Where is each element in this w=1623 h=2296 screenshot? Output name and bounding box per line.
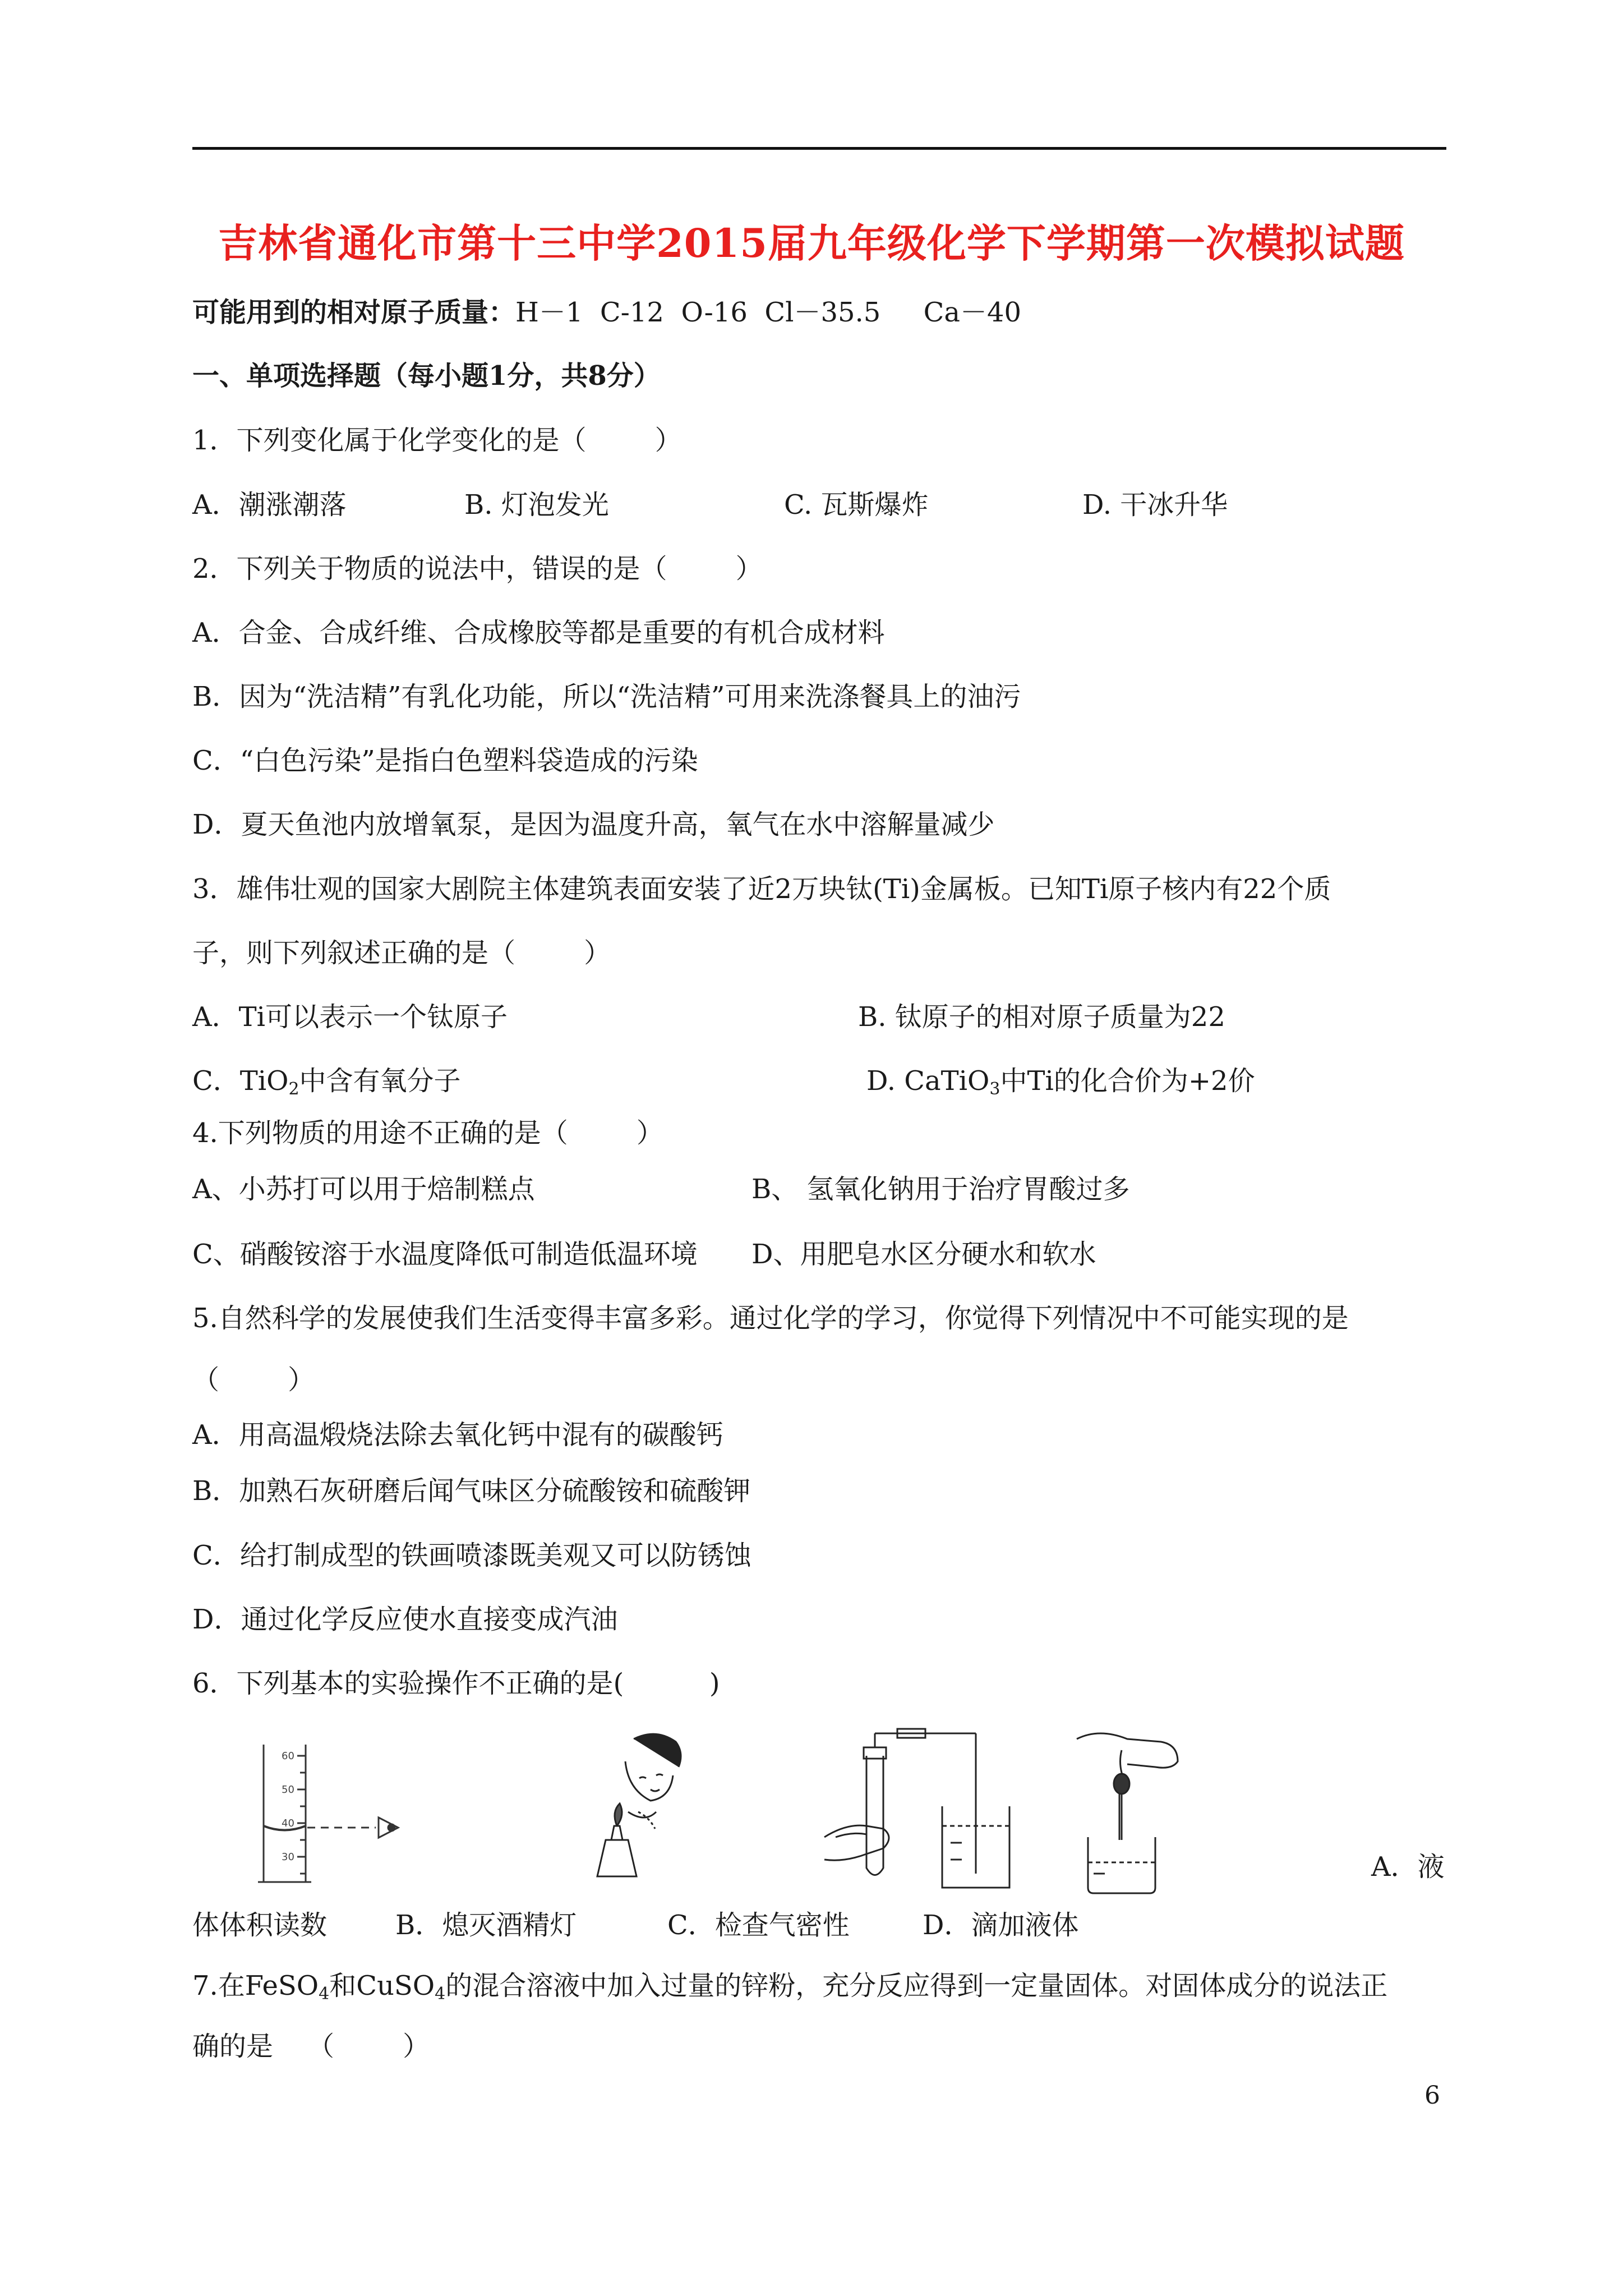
- figure-cylinder-reading: [247, 1733, 449, 1890]
- q3-option-b: B. 钛原子的相对原子质量为22: [858, 1001, 1225, 1033]
- q3-option-d-text: D. CaTiO: [866, 1065, 990, 1097]
- q2-option-b: B．因为“洗洁精”有乳化功能，所以“洗洁精”可用来洗涤餐具上的油污: [192, 681, 1021, 712]
- q6-option-b: B．熄灭酒精灯: [395, 1910, 577, 1941]
- atomic-masses-values: H－1 C-12 O-16 Cl－35.5 Ca－40: [515, 297, 1022, 328]
- figure-alcohol-lamp: [572, 1728, 729, 1896]
- q4-option-a: A、小苏打可以用于焙制糕点: [192, 1174, 535, 1205]
- section-heading: 一、单项选择题（每小题1分，共8分）: [192, 360, 661, 392]
- q6-option-a-part2: 体体积读数: [192, 1910, 328, 1941]
- q3-option-c-subscript: 2: [288, 1079, 299, 1099]
- q5-option-c: C．给打制成型的铁画喷漆既美观又可以防锈蚀: [192, 1540, 751, 1571]
- cylinder-tick-label: 30: [282, 1851, 294, 1863]
- q5-stem-line1: 5.自然科学的发展使我们生活变得丰富多彩。通过化学的学习，你觉得下列情况中不可能实现的是: [192, 1303, 1349, 1334]
- q1-option-c: C. 瓦斯爆炸: [784, 489, 929, 521]
- cylinder-tick-label: 40: [282, 1818, 294, 1829]
- q5-option-a: A．用高温煅烧法除去氧化钙中混有的碳酸钙: [192, 1419, 723, 1451]
- q6-stem: 6．下列基本的实验操作不正确的是( ): [192, 1668, 720, 1699]
- q3-option-d-subscript: 3: [989, 1079, 1000, 1099]
- q5-stem-line2: （ ）: [192, 1364, 315, 1396]
- q4-option-b: B、 氢氧化钠用于治疗胃酸过多: [751, 1174, 1130, 1205]
- q5-option-b: B．加熟石灰研磨后闻气味区分硫酸铵和硫酸钾: [192, 1475, 751, 1507]
- q4-option-c: C、硝酸铵溶于水温度降低可制造低温环境: [192, 1239, 698, 1270]
- cylinder-tick-label: 50: [282, 1784, 294, 1796]
- q7-subscript: 4: [319, 1984, 330, 2004]
- page-title: 吉林省通化市第十三中学2015届九年级化学下学期第一次模拟试题: [218, 220, 1405, 266]
- top-rule: [192, 147, 1446, 150]
- q2-option-a: A．合金、合成纤维、合成橡胶等都是重要的有机合成材料: [192, 617, 885, 648]
- q6-option-c: C．检查气密性: [667, 1910, 850, 1941]
- atomic-masses: [192, 296, 1021, 329]
- q2-option-c: C．“白色污染”是指白色塑料袋造成的污染: [192, 745, 698, 776]
- figure-dropper: [1066, 1717, 1211, 1902]
- q3-option-d-text-end: 中Ti的化合价为+2价: [1000, 1065, 1255, 1097]
- q3-option-d: [866, 1064, 1255, 1106]
- q7-text: 的混合溶液中加入过量的锌粉，充分反应得到一定量固体。对固体成分的说法正: [445, 1970, 1388, 2001]
- cylinder-tick-label: 60: [282, 1750, 294, 1762]
- q6-option-d: D．滴加液体: [923, 1910, 1079, 1941]
- q1-stem: 1．下列变化属于化学变化的是（ ）: [192, 425, 682, 456]
- q5-option-d: D．通过化学反应使水直接变成汽油: [192, 1604, 618, 1635]
- q3-option-a: A．Ti可以表示一个钛原子: [192, 1001, 508, 1033]
- q6-option-a-part1: A．液: [1371, 1851, 1445, 1883]
- q4-option-d: D、用肥皂水区分硬水和软水: [751, 1239, 1096, 1270]
- q1-option-a: A．潮涨潮落: [192, 489, 347, 521]
- figure-airtightness-check: [813, 1722, 1026, 1902]
- q1-option-d: D. 干冰升华: [1082, 489, 1228, 521]
- q2-stem: 2．下列关于物质的说法中，错误的是（ ）: [192, 553, 763, 585]
- q3-option-c: [192, 1064, 461, 1106]
- q7-text: 7.在FeSO: [192, 1970, 319, 2001]
- q3-stem-line1: 3．雄伟壮观的国家大剧院主体建筑表面安装了近2万块钛(Ti)金属板。已知Ti原子核内有22个质: [192, 873, 1331, 905]
- q3-option-c-text: C．TiO: [192, 1065, 289, 1097]
- q7-stem-line1: [192, 1969, 1387, 2011]
- q3-option-c-text-end: 中含有氧分子: [299, 1065, 461, 1097]
- q7-subscript: 4: [435, 1984, 446, 2004]
- q2-option-d: D．夏天鱼池内放增氧泵，是因为温度升高，氧气在水中溶解量减少: [192, 809, 995, 840]
- q7-text: 和CuSO: [329, 1970, 435, 2001]
- q1-option-b: B. 灯泡发光: [464, 489, 609, 521]
- atomic-masses-label: 可能用到的相对原子质量：: [192, 297, 516, 328]
- q3-stem-line2: 子，则下列叙述正确的是（ ）: [192, 937, 611, 969]
- page-number: 6: [1424, 2081, 1440, 2110]
- q4-stem: 4.下列物质的用途不正确的是（ ）: [192, 1117, 663, 1149]
- q7-stem-line2: 确的是 （ ）: [192, 2031, 430, 2062]
